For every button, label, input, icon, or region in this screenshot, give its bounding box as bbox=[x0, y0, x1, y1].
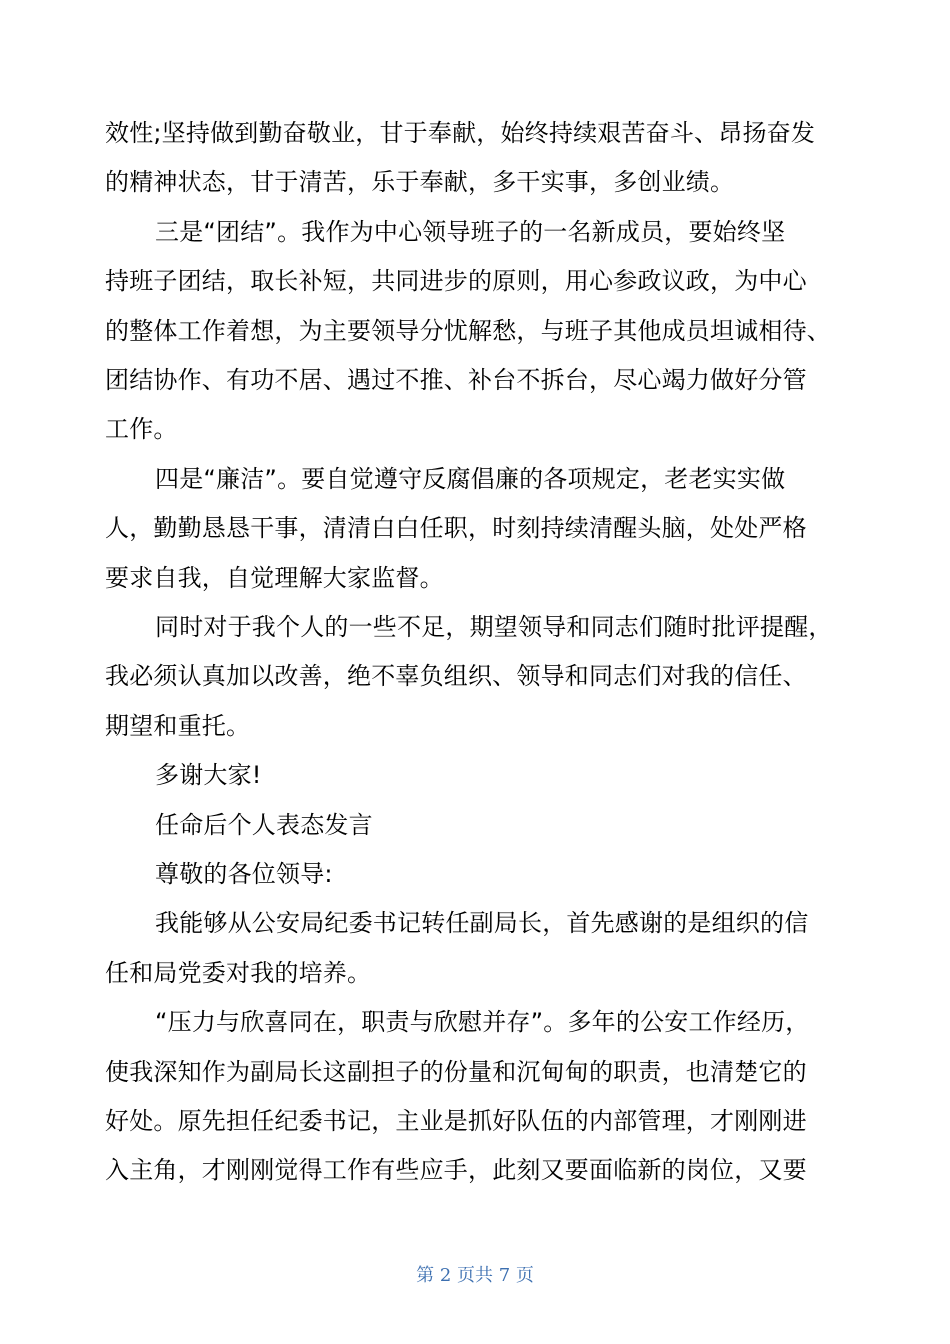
text-line-9: 人，勤勤恳恳干事，清清白白任职，时刻持续清醒头脑，处处严格 bbox=[105, 514, 807, 542]
page-number-footer: 第 2 页共 7 页 bbox=[416, 1265, 534, 1286]
text-line-22: 入主角，才刚刚觉得工作有些应手，此刻又要面临新的岗位，又要 bbox=[105, 1156, 807, 1184]
text-line-17: 我能够从公安局纪委书记转任副局长，首先感谢的是组织的信 bbox=[155, 909, 809, 937]
text-line-19: “压力与欣喜同在，职责与欣慰并存”。多年的公安工作经历， bbox=[155, 1008, 810, 1036]
text-line-10: 要求自我，自觉理解大家监督。 bbox=[105, 564, 444, 592]
text-line-15: 任命后个人表态发言 bbox=[155, 811, 373, 839]
text-line-6: 团结协作、有功不居、遇过不推、补台不拆台，尽心竭力做好分管 bbox=[105, 366, 807, 394]
text-line-14: 多谢大家! bbox=[155, 761, 262, 789]
text-line-5: 的整体工作着想，为主要领导分忧解愁，与班子其他成员坦诚相待、 bbox=[105, 317, 831, 345]
text-line-8: 四是“廉洁”。要自觉遵守反腐倡廉的各项规定，老老实实做 bbox=[155, 465, 786, 493]
text-line-18: 任和局党委对我的培养。 bbox=[105, 959, 372, 987]
text-line-20: 使我深知作为副局长这副担子的份量和沉甸甸的职责，也清楚它的 bbox=[105, 1058, 807, 1086]
text-line-16: 尊敬的各位领导: bbox=[155, 860, 333, 888]
text-line-21: 好处。原先担任纪委书记，主业是抓好队伍的内部管理，才刚刚进 bbox=[105, 1107, 807, 1135]
text-line-2: 的精神状态，甘于清苦，乐于奉献，多干实事，多创业绩。 bbox=[105, 168, 735, 196]
text-line-13: 期望和重托。 bbox=[105, 712, 251, 740]
text-line-3: 三是“团结”。我作为中心领导班子的一名新成员，要始终坚 bbox=[155, 218, 786, 246]
text-line-4: 持班子团结，取长补短，共同进步的原则，用心参政议政，为中心 bbox=[105, 267, 807, 295]
text-line-11: 同时对于我个人的一些不足，期望领导和同志们随时批评提醒， bbox=[155, 613, 833, 641]
text-line-7: 工作。 bbox=[105, 415, 178, 443]
text-line-1: 效性;坚持做到勤奋敬业，甘于奉献，始终持续艰苦奋斗、昂扬奋发 bbox=[105, 119, 816, 147]
text-line-12: 我必须认真加以改善，绝不辜负组织、领导和同志们对我的信任、 bbox=[105, 662, 807, 690]
